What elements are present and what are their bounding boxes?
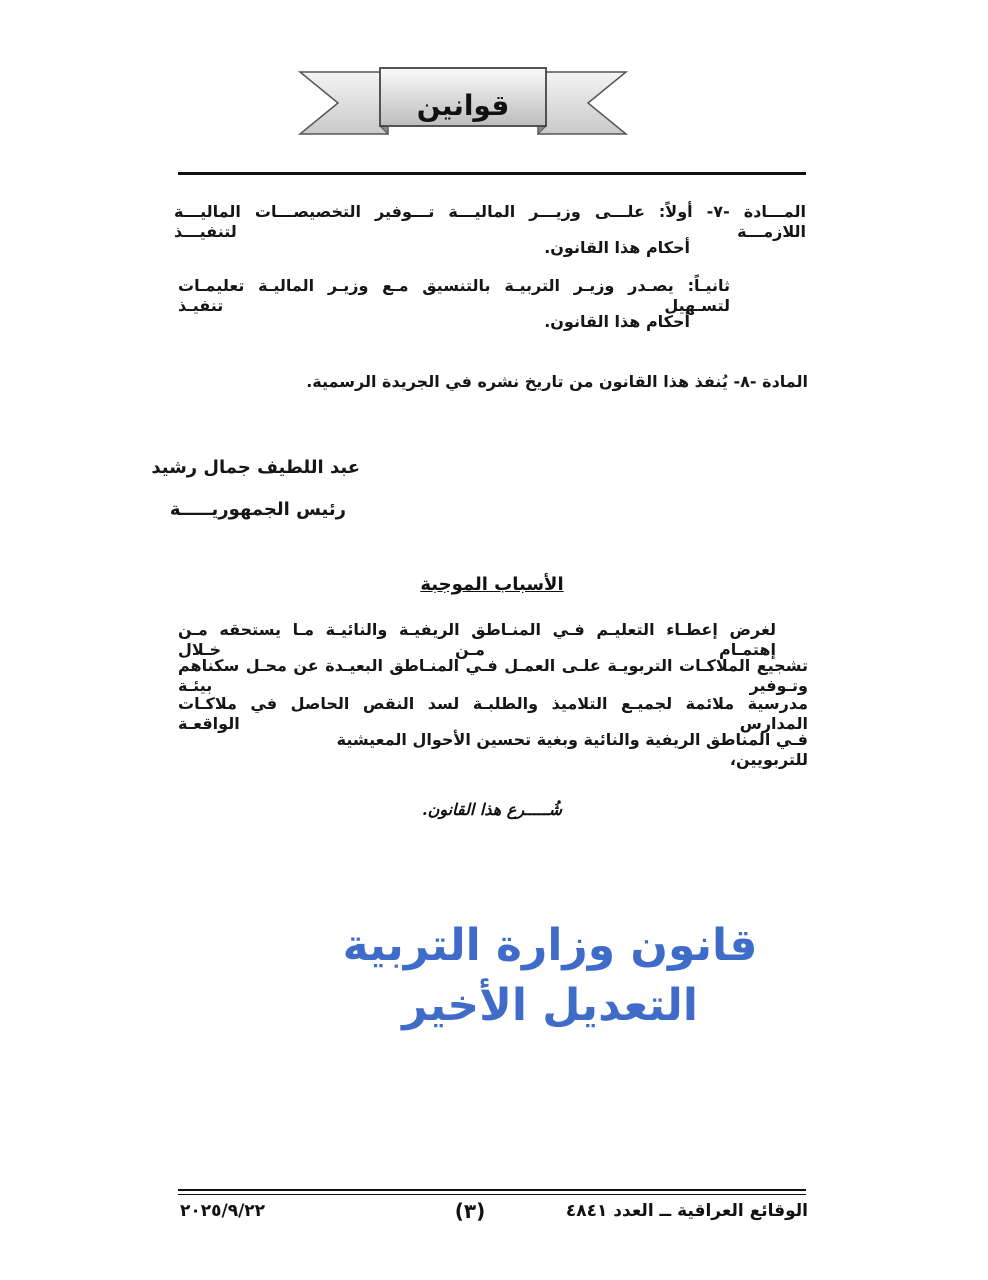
signatory-title: رئيس الجمهوريـــــة [169, 499, 346, 520]
article-7-line-4: أحكام هذا القانون. [544, 312, 690, 331]
reasons-title: الأسباب الموجبة [420, 574, 564, 595]
section-title: قوانين [416, 88, 510, 122]
article-8: المادة -٨- يُنفذ هذا القانون من تاريخ نشره في الجريدة الرسمية. [306, 372, 808, 391]
footer-rule-top [178, 1189, 806, 1191]
overlay-heading-2: التعديل الأخير [402, 980, 698, 1031]
article-7-line-2: أحكام هذا القانون. [544, 238, 690, 257]
signatory-name: عبد اللطيف جمال رشيد [151, 457, 360, 478]
footer-date: ٢٠٢٥/٩/٢٢ [180, 1201, 266, 1221]
reasons-line-1: لغرض إعطـاء التعليـم فـي المنـاطق الريفيـة والنائيـة مـا يستحقه مـن إهتمـام مـن خـلال [178, 620, 776, 659]
reasons-line-2: تشجيع الملاكـات التربويـة علـى العمـل فـي المنـاطق البعيـدة عن محـل سكناهم وتـوفير بيئـة [178, 656, 808, 695]
enactment-note: شُـــــرع هذا القانون. [422, 800, 562, 819]
article-7-line-3: ثانيـاً: يصـدر وزيـر التربيـة بالتنسيق مـع وزيـر الماليـة تعليمـات لتسـهيل تنفيـذ [178, 276, 730, 315]
footer-page-number: (٣) [454, 1199, 486, 1223]
header-rule [178, 172, 806, 175]
reasons-line-3: مدرسية ملائمة لجميـع التلاميذ والطلبـة لسد النقص الحاصل في ملاكـات المدارس الواقعـة [178, 694, 808, 733]
footer-gazette-issue: الوقائع العراقية ــ العدد ٤٨٤١ [565, 1201, 808, 1221]
article-7-line-1: المـــادة -٧- أولاً: علـــى وزيـــر الماليـــة تـــوفير التخصيصـــات الماليـــة اللازمـــة لتنفيـــذ [174, 202, 807, 241]
footer-rule-bottom [178, 1194, 806, 1195]
reasons-line-4: فـي المناطق الريفية والنائية وبغية تحسين الأحوال المعيشية للتربويين، [336, 730, 808, 769]
overlay-heading-1: قانون وزارة التربية [342, 920, 758, 971]
